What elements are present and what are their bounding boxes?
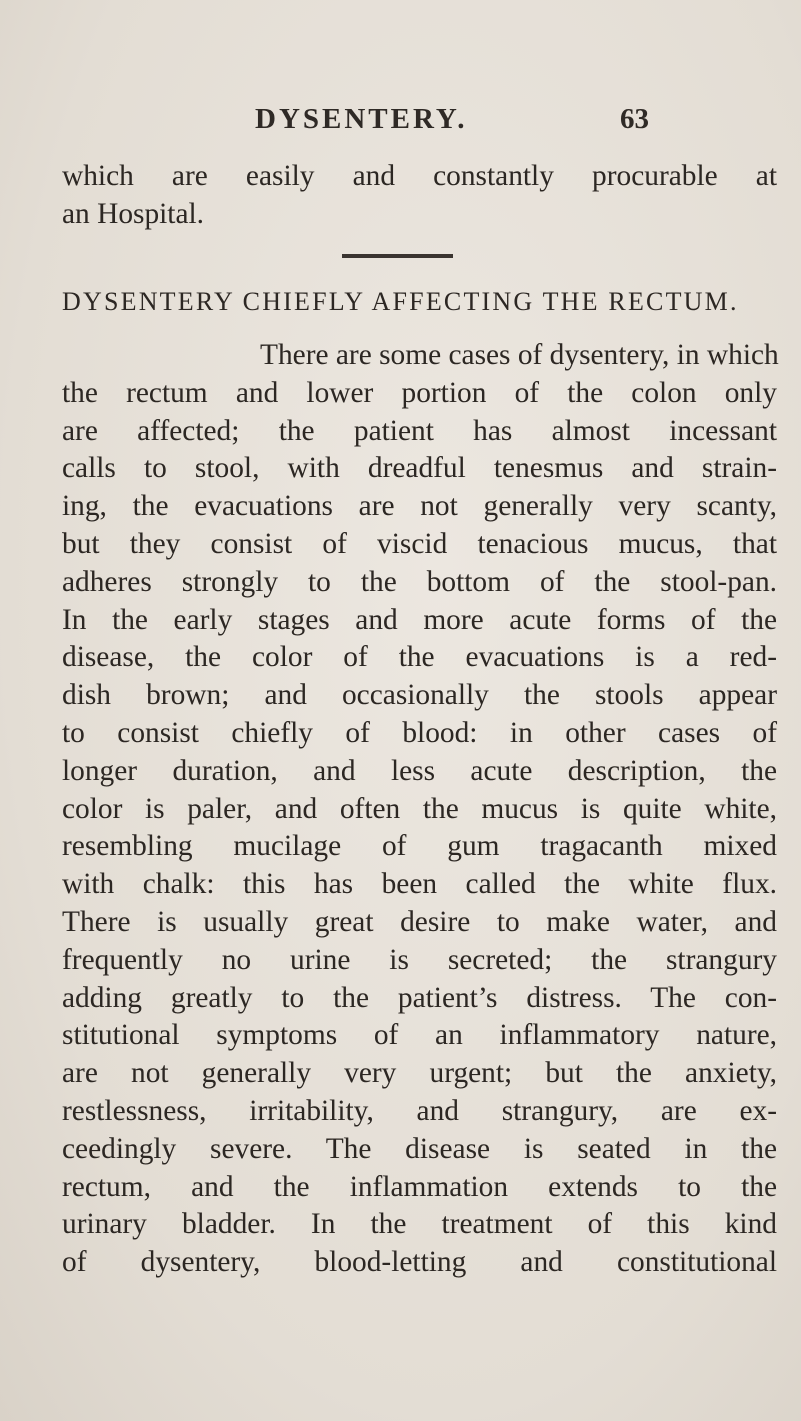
page-number: 63 <box>620 103 649 135</box>
text-line: are not generally very urgent; but the anxiety, <box>62 1057 777 1090</box>
text-line: of dysentery, blood-letting and constitutional <box>62 1246 777 1279</box>
running-title: DYSENTERY. <box>255 103 468 135</box>
section-heading: DYSENTERY CHIEFLY AFFECTING THE RECTUM. <box>62 287 739 316</box>
text-line: longer duration, and less acute description, the <box>62 754 777 787</box>
text-line: urinary bladder. In the treatment of this kind <box>62 1208 777 1241</box>
text-line: resembling mucilage of gum tragacanth mixed <box>62 830 777 863</box>
text-line: frequently no urine is secreted; the strangury <box>62 943 777 976</box>
body-paragraph <box>62 337 777 1282</box>
text-line: calls to stool, with dreadful tenesmus and strain- <box>62 452 777 485</box>
text-line: to consist chiefly of blood: in other cases of <box>62 716 777 749</box>
text-line: There are some cases of dysentery, in which <box>260 339 779 371</box>
text-line: the rectum and lower portion of the colon only <box>62 376 777 409</box>
text-line: but they consist of viscid tenacious mucus, that <box>62 527 777 560</box>
text-line: with chalk: this has been called the white flux. <box>62 868 777 901</box>
text-line: ing, the evacuations are not generally very scanty, <box>62 490 777 523</box>
text-line: adding greatly to the patient’s distress. The con- <box>62 981 777 1014</box>
running-head <box>255 103 795 143</box>
text-line: ceedingly severe. The disease is seated in the <box>62 1132 777 1165</box>
text-line: color is paler, and often the mucus is quite white, <box>62 792 777 825</box>
text-line: adheres strongly to the bottom of the stool-pan. <box>62 565 777 598</box>
text-line: disease, the color of the evacuations is a red- <box>62 641 777 674</box>
text-line: stitutional symptoms of an inflammatory nature, <box>62 1019 777 1052</box>
section-divider <box>342 254 453 258</box>
text-line: an Hospital. <box>62 197 205 230</box>
text-line: which are easily and constantly procurable at <box>62 160 777 192</box>
text-line: There is usually great desire to make water, and <box>62 905 777 938</box>
text-line: restlessness, irritability, and strangury, are ex- <box>62 1094 777 1127</box>
text-line: In the early stages and more acute forms of the <box>62 603 777 636</box>
text-line: dish brown; and occasionally the stools appear <box>62 679 777 712</box>
text-line: are affected; the patient has almost incessant <box>62 414 777 447</box>
text-line: rectum, and the inflammation extends to the <box>62 1170 777 1203</box>
continuation-paragraph <box>62 158 777 234</box>
